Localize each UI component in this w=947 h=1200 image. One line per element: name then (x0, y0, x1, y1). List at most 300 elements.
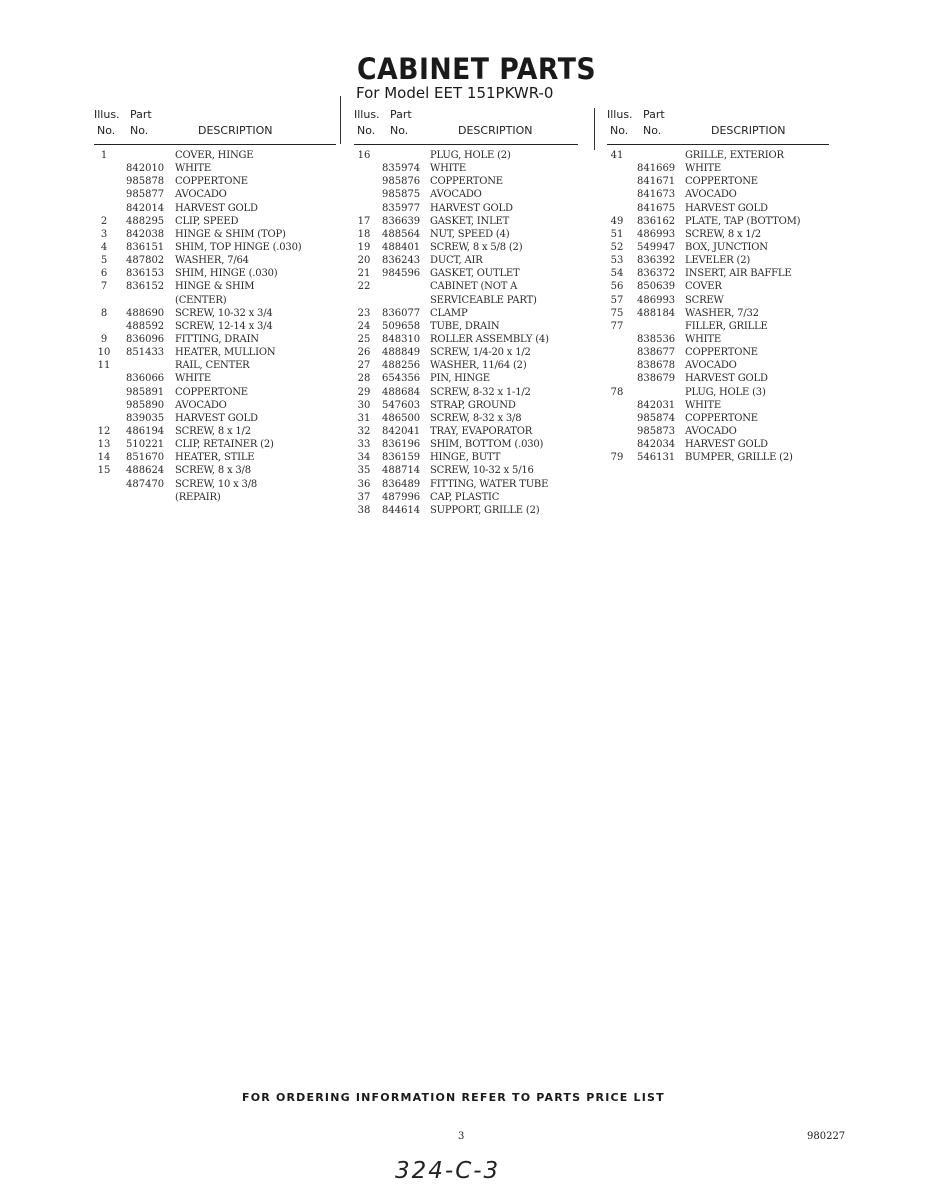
part-number: 836153 (126, 268, 165, 280)
part-description: CABINET (NOT A (430, 281, 518, 293)
header-description: DESCRIPTION (458, 124, 533, 137)
part-row (94, 215, 336, 228)
header-illus-no: No. (610, 124, 629, 137)
illus-number: 56 (610, 281, 624, 293)
part-description: PLATE, TAP (BOTTOM) (685, 215, 801, 227)
part-description: COPPERTONE (430, 176, 503, 188)
parts-column-2 (354, 106, 578, 517)
part-description: HINGE & SHIM (175, 281, 255, 293)
part-number: 487996 (382, 491, 421, 503)
illus-number: 24 (357, 320, 371, 332)
illus-number: 8 (100, 307, 108, 319)
part-row (354, 464, 578, 477)
illus-number: 52 (610, 241, 624, 253)
part-description: COVER (685, 281, 722, 293)
part-row (354, 228, 578, 241)
part-row (607, 412, 829, 425)
part-row (607, 333, 829, 346)
column-divider (594, 108, 595, 150)
part-number: 835974 (382, 163, 421, 175)
part-number: 838679 (637, 373, 676, 385)
part-description: BUMPER, GRILLE (2) (685, 452, 793, 464)
part-row (607, 320, 829, 333)
part-description: HEATER, STILE (175, 452, 255, 464)
part-description: SCREW, 8 x 1/2 (175, 425, 251, 437)
page-number: 3 (458, 1131, 465, 1142)
part-row (354, 346, 578, 359)
part-number: 842014 (126, 202, 165, 214)
part-description: SHIM, BOTTOM (.030) (430, 439, 544, 451)
part-number: 488256 (382, 360, 421, 372)
part-row (607, 425, 829, 438)
header-part: Part (130, 108, 152, 121)
part-row (94, 254, 336, 267)
part-row (94, 162, 336, 175)
header-part-no: No. (643, 124, 662, 137)
part-row (354, 451, 578, 464)
part-number: 488684 (382, 386, 421, 398)
illus-number: 49 (610, 215, 624, 227)
illus-number: 16 (357, 150, 371, 161)
illus-number: 12 (97, 425, 111, 437)
illus-number: 5 (100, 255, 108, 267)
part-number: 546131 (637, 452, 676, 464)
part-description: SHIM, TOP HINGE (.030) (175, 241, 302, 253)
part-description: TUBE, DRAIN (430, 320, 500, 332)
part-description: HARVEST GOLD (430, 202, 513, 214)
part-description: DUCT, AIR (430, 255, 483, 267)
part-row (607, 399, 829, 412)
part-number: 486500 (382, 412, 421, 424)
part-row (354, 162, 578, 175)
part-description: SCREW, 8 x 3/8 (175, 465, 251, 477)
part-row (607, 359, 829, 372)
part-description: SCREW, 8-32 x 3/8 (430, 412, 522, 424)
part-description: WASHER, 7/64 (175, 255, 249, 267)
part-number: 985877 (126, 189, 165, 201)
part-description: HEATER, MULLION (175, 347, 276, 359)
part-description: COVER, HINGE (175, 150, 254, 161)
part-row (607, 294, 829, 307)
header-part-no: No. (130, 124, 149, 137)
part-row (607, 346, 829, 359)
part-description: PIN, HINGE (430, 373, 490, 385)
illus-number: 77 (610, 320, 624, 332)
parts-column-3 (607, 106, 829, 464)
part-number: 985873 (637, 425, 676, 437)
part-row (94, 464, 336, 477)
part-description: AVOCADO (175, 189, 227, 201)
illus-number: 32 (357, 425, 371, 437)
part-row (607, 386, 829, 399)
part-number: 547603 (382, 399, 421, 411)
header-illus: Illus. (94, 108, 120, 121)
part-row (94, 294, 336, 307)
part-row (607, 438, 829, 451)
illus-number: 37 (357, 491, 371, 503)
part-row (94, 267, 336, 280)
part-number: 488592 (126, 320, 165, 332)
illus-number: 53 (610, 255, 624, 267)
part-description: SCREW, 10-32 x 5/16 (430, 465, 534, 477)
part-number: 836077 (382, 307, 421, 319)
part-row (94, 386, 336, 399)
part-row (94, 412, 336, 425)
part-row (354, 307, 578, 320)
part-number: 850639 (637, 281, 676, 293)
part-number: 836096 (126, 333, 165, 345)
part-number: 985874 (637, 412, 676, 424)
part-row (94, 438, 336, 451)
part-number: 851433 (126, 347, 165, 359)
illus-number: 26 (357, 347, 371, 359)
illus-number: 38 (357, 504, 371, 516)
part-row (607, 215, 829, 228)
header-part: Part (390, 108, 412, 121)
part-number: 848310 (382, 333, 421, 345)
part-number: 836372 (637, 268, 676, 280)
part-number: 488624 (126, 465, 165, 477)
illus-number: 23 (357, 307, 371, 319)
part-number: 842041 (382, 425, 421, 437)
part-row (94, 346, 336, 359)
illus-number: 36 (357, 478, 371, 490)
illus-number: 15 (97, 465, 111, 477)
illus-number: 17 (357, 215, 371, 227)
part-description: CAP, PLASTIC (430, 491, 500, 503)
part-row (354, 320, 578, 333)
part-number: 842038 (126, 228, 165, 240)
part-row (607, 162, 829, 175)
part-description: WHITE (685, 333, 721, 345)
part-row (607, 202, 829, 215)
part-row (354, 412, 578, 425)
part-row (354, 372, 578, 385)
part-number: 985890 (126, 399, 165, 411)
illus-number: 31 (357, 412, 371, 424)
part-number: 838678 (637, 360, 676, 372)
part-row (354, 294, 578, 307)
part-description: COPPERTONE (685, 347, 758, 359)
part-number: 985875 (382, 189, 421, 201)
illus-number: 29 (357, 386, 371, 398)
part-description: COPPERTONE (685, 176, 758, 188)
part-description: SCREW, 10-32 x 3/4 (175, 307, 273, 319)
part-number: 838677 (637, 347, 676, 359)
illus-number: 18 (357, 228, 371, 240)
part-description: GRILLE, EXTERIOR (685, 150, 784, 161)
part-number: 488714 (382, 465, 421, 477)
header-illus: Illus. (354, 108, 380, 121)
part-description: AVOCADO (685, 425, 737, 437)
part-row (607, 241, 829, 254)
part-description: INSERT, AIR BAFFLE (685, 268, 792, 280)
ordering-note: FOR ORDERING INFORMATION REFER TO PARTS PRICE LIST (242, 1091, 665, 1104)
part-description: WHITE (685, 163, 721, 175)
illus-number: 78 (610, 386, 624, 398)
part-row (607, 372, 829, 385)
part-number: 487802 (126, 255, 165, 267)
part-description: GASKET, INLET (430, 215, 510, 227)
part-description: PLUG, HOLE (2) (430, 150, 511, 161)
part-description: HARVEST GOLD (685, 373, 768, 385)
column-header (94, 106, 336, 145)
illus-number: 51 (610, 228, 624, 240)
part-row (354, 267, 578, 280)
part-description: NUT, SPEED (4) (430, 228, 510, 240)
part-row (354, 280, 578, 293)
illus-number: 57 (610, 294, 624, 306)
part-description: FITTING, WATER TUBE (430, 478, 549, 490)
parts-column-1 (94, 106, 336, 504)
part-description: SCREW, 8 x 1/2 (685, 228, 761, 240)
illus-number: 10 (97, 347, 111, 359)
part-row (354, 399, 578, 412)
illus-number: 1 (100, 150, 108, 161)
part-description: WASHER, 7/32 (685, 307, 759, 319)
part-number: 842010 (126, 163, 165, 175)
page-title: CABINET PARTS (357, 52, 597, 86)
header-description: DESCRIPTION (198, 124, 273, 137)
part-description: LEVELER (2) (685, 255, 751, 267)
part-row (354, 386, 578, 399)
part-row (94, 359, 336, 372)
part-row (354, 333, 578, 346)
illus-number: 14 (97, 452, 111, 464)
part-row (354, 504, 578, 517)
part-number: 984596 (382, 268, 421, 280)
parts-list (607, 149, 829, 464)
illus-number: 13 (97, 439, 111, 451)
part-description: RAIL, CENTER (175, 360, 250, 372)
column-divider (340, 96, 341, 144)
illus-number: 2 (100, 215, 108, 227)
part-description: WHITE (175, 373, 211, 385)
header-illus-no: No. (357, 124, 376, 137)
part-number: 486194 (126, 425, 165, 437)
part-row (607, 188, 829, 201)
part-number: 836159 (382, 452, 421, 464)
part-number: 654356 (382, 373, 421, 385)
part-row (354, 149, 578, 162)
part-description: WHITE (175, 163, 211, 175)
part-number: 836066 (126, 373, 165, 385)
part-number: 488849 (382, 347, 421, 359)
part-row (94, 175, 336, 188)
part-number: 488690 (126, 307, 165, 319)
illus-number: 7 (100, 281, 108, 293)
part-number: 549947 (637, 241, 676, 253)
document-code: 980227 (807, 1131, 846, 1142)
header-illus: Illus. (607, 108, 633, 121)
illus-number: 4 (100, 241, 108, 253)
part-number: 839035 (126, 412, 165, 424)
part-number: 851670 (126, 452, 165, 464)
illus-number: 35 (357, 465, 371, 477)
part-number: 488184 (637, 307, 676, 319)
part-description: HARVEST GOLD (685, 439, 768, 451)
part-number: 836392 (637, 255, 676, 267)
part-number: 836151 (126, 241, 165, 253)
part-number: 841669 (637, 163, 676, 175)
part-description: BOX, JUNCTION (685, 241, 768, 253)
part-number: 488401 (382, 241, 421, 253)
part-description: SCREW (685, 294, 724, 306)
part-row (354, 478, 578, 491)
part-description: CLIP, SPEED (175, 215, 239, 227)
part-row (94, 202, 336, 215)
header-part-no: No. (390, 124, 409, 137)
part-row (94, 280, 336, 293)
part-description: SCREW, 8-32 x 1-1/2 (430, 386, 531, 398)
part-row (354, 188, 578, 201)
part-number: 486993 (637, 228, 676, 240)
illus-number: 22 (357, 281, 371, 293)
part-description: SERVICEABLE PART) (430, 294, 537, 306)
part-number: 487470 (126, 478, 165, 490)
part-description: CLIP, RETAINER (2) (175, 439, 274, 451)
column-header (354, 106, 578, 145)
part-number: 985878 (126, 176, 165, 188)
part-description: COPPERTONE (175, 386, 248, 398)
part-number: 510221 (126, 439, 165, 451)
part-description: WHITE (685, 399, 721, 411)
part-description: SCREW, 1/4-20 x 1/2 (430, 347, 531, 359)
part-number: 836152 (126, 281, 165, 293)
part-row (354, 202, 578, 215)
part-description: (REPAIR) (175, 491, 221, 503)
part-number: 838536 (637, 333, 676, 345)
part-number: 836243 (382, 255, 421, 267)
header-illus-no: No. (97, 124, 116, 137)
part-row (354, 254, 578, 267)
part-number: 841673 (637, 189, 676, 201)
part-description: WASHER, 11/64 (2) (430, 360, 527, 372)
part-row (607, 175, 829, 188)
part-row (607, 451, 829, 464)
part-description: SCREW, 10 x 3/8 (175, 478, 258, 490)
illus-number: 3 (100, 228, 108, 240)
part-description: (CENTER) (175, 294, 227, 306)
part-number: 488295 (126, 215, 165, 227)
part-description: WHITE (430, 163, 466, 175)
part-number: 488564 (382, 228, 421, 240)
part-number: 509658 (382, 320, 421, 332)
part-description: HARVEST GOLD (175, 202, 258, 214)
illus-number: 75 (610, 307, 624, 319)
part-row (94, 307, 336, 320)
part-number: 842034 (637, 439, 676, 451)
illus-number: 33 (357, 439, 371, 451)
part-row (94, 241, 336, 254)
part-number: 985891 (126, 386, 165, 398)
illus-number: 28 (357, 373, 371, 385)
illus-number: 6 (100, 268, 108, 280)
part-number: 835977 (382, 202, 421, 214)
part-row (354, 215, 578, 228)
illus-number: 79 (610, 452, 624, 464)
column-header (607, 106, 829, 145)
part-number: 836162 (637, 215, 676, 227)
part-number: 844614 (382, 504, 421, 516)
illus-number: 19 (357, 241, 371, 253)
illus-number: 21 (357, 268, 371, 280)
part-description: COPPERTONE (175, 176, 248, 188)
part-number: 836639 (382, 215, 421, 227)
model-subtitle: For Model EET 151PKWR-0 (356, 84, 554, 102)
illus-number: 54 (610, 268, 624, 280)
header-part: Part (643, 108, 665, 121)
part-description: FILLER, GRILLE (685, 320, 768, 332)
part-description: GASKET, OUTLET (430, 268, 520, 280)
part-row (354, 438, 578, 451)
part-row (607, 149, 829, 162)
part-row (94, 188, 336, 201)
part-row (94, 149, 336, 162)
part-description: STRAP, GROUND (430, 399, 516, 411)
part-number: 836489 (382, 478, 421, 490)
part-row (354, 491, 578, 504)
part-row (607, 228, 829, 241)
part-row (354, 241, 578, 254)
illus-number: 41 (610, 150, 624, 161)
part-row (94, 399, 336, 412)
part-description: AVOCADO (430, 189, 482, 201)
part-row (354, 359, 578, 372)
part-description: COPPERTONE (685, 412, 758, 424)
part-description: HARVEST GOLD (685, 202, 768, 214)
illus-number: 30 (357, 399, 371, 411)
part-description: CLAMP (430, 307, 468, 319)
illus-number: 34 (357, 452, 371, 464)
part-row (607, 280, 829, 293)
part-row (354, 175, 578, 188)
part-number: 842031 (637, 399, 676, 411)
illus-number: 27 (357, 360, 371, 372)
part-number: 985876 (382, 176, 421, 188)
part-row (94, 333, 336, 346)
part-number: 841671 (637, 176, 676, 188)
illus-number: 9 (100, 333, 108, 345)
part-number: 486993 (637, 294, 676, 306)
part-row (94, 372, 336, 385)
part-row (94, 320, 336, 333)
part-description: AVOCADO (685, 360, 737, 372)
parts-list (354, 149, 578, 517)
part-description: HINGE & SHIM (TOP) (175, 228, 286, 240)
part-description: TRAY, EVAPORATOR (430, 425, 533, 437)
part-description: ROLLER ASSEMBLY (4) (430, 333, 549, 345)
header-description: DESCRIPTION (711, 124, 786, 137)
handwritten-note: 324-C-3 (395, 1158, 501, 1184)
illus-number: 20 (357, 255, 371, 267)
part-number: 841675 (637, 202, 676, 214)
part-row (607, 307, 829, 320)
part-description: AVOCADO (175, 399, 227, 411)
part-row (94, 425, 336, 438)
part-description: SCREW, 12-14 x 3/4 (175, 320, 273, 332)
parts-list (94, 149, 336, 504)
illus-number: 25 (357, 333, 371, 345)
part-description: FITTING, DRAIN (175, 333, 259, 345)
part-description: SHIM, HINGE (.030) (175, 268, 278, 280)
part-description: SCREW, 8 x 5/8 (2) (430, 241, 523, 253)
part-description: SUPPORT, GRILLE (2) (430, 504, 540, 516)
part-row (94, 491, 336, 504)
part-description: AVOCADO (685, 189, 737, 201)
part-description: HINGE, BUTT (430, 452, 501, 464)
part-row (94, 451, 336, 464)
